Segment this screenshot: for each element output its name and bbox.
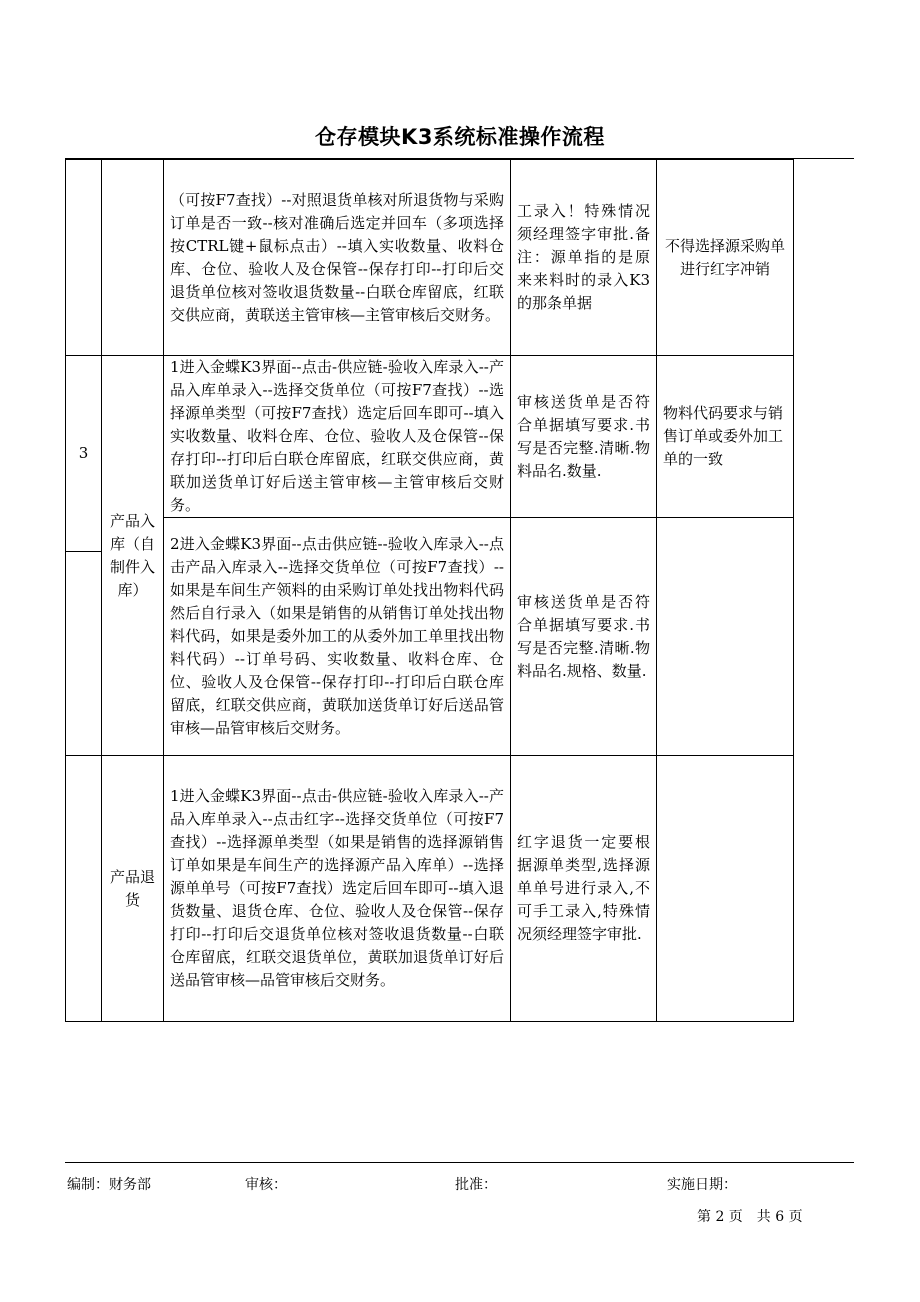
category-self-made: 产品入库（自制件入库） bbox=[102, 356, 164, 756]
table-row bbox=[66, 160, 794, 356]
table-row bbox=[66, 756, 794, 1022]
category-return: 产品退货 bbox=[102, 756, 164, 1022]
review-requirement: 审核送货单是否符合单据填写要求.书写是否完整.清晰.物料品名.规格、数量. bbox=[511, 518, 657, 756]
table-row bbox=[66, 518, 794, 552]
category-cell bbox=[102, 160, 164, 356]
page-title: 仓存模块K3系统标准操作流程 bbox=[315, 125, 605, 149]
operation-description: 2进入金蝶K3界面--点击供应链--验收入库录入--点击产品入库录入--选择交货单位（可按F7查找）--如果是车间生产领料的由采购订单处找出物料代码然后自行录入（如果是销售的从销售订单处找出物料代码，如果是委外加工的从委外加工单里找出物料代码）--订单号码、实收数量、收料仓库、仓位、验收人及仓保管--保存打印--打印后白联仓库留底，红联交供应商，黄联加送货单订好后送品管审核—品管审核后交财务。 bbox=[164, 518, 511, 756]
footer-divider bbox=[65, 1162, 854, 1163]
review-requirement: 红字退货一定要根据源单类型,选择源单单号进行录入,不可手工录入,特殊情况须经理签字审批. bbox=[511, 756, 657, 1022]
section-number-cell bbox=[66, 552, 102, 756]
remark-note: 物料代码要求与销售订单或委外加工单的一致 bbox=[657, 356, 794, 518]
footer-approver: 批准： bbox=[455, 1177, 497, 1193]
footer-reviewer: 审核： bbox=[245, 1177, 287, 1193]
section-number-cell bbox=[66, 756, 102, 1022]
section-number-cell bbox=[66, 160, 102, 356]
remark-note bbox=[657, 756, 794, 1022]
remark-note: 不得选择源采购单进行红字冲销 bbox=[657, 160, 794, 356]
operation-description: 1进入金蝶K3界面--点击-供应链-验收入库录入--产品入库单录入--点击红字--选择交货单位（可按F7查找）--选择源单类型（如果是销售的选择源销售订单如果是车间生产的选择源产品入库单）--选择源单单号（可按F7查找）选定后回车即可--填入退货数量、退货仓库、仓位、验收人及仓保管--保存打印--打印后交退货单位核对签收退货数量--白联仓库留底，红联交退货单位，黄联加退货单订好后送品管审核—品管审核后交财务。 bbox=[164, 756, 511, 1022]
operation-description: 1进入金蝶K3界面--点击-供应链-验收入库录入--产品入库单录入--选择交货单位（可按F7查找）--选择源单类型（可按F7查找）选定后回车即可--填入实收数量、收料仓库、仓位、验收人及仓保管--保存打印--打印后白联仓库留底，红联交供应商，黄联加送货单订好后送主管审核—主管审核后交财务。 bbox=[164, 356, 511, 518]
footer-effective-date: 实施日期： bbox=[667, 1177, 737, 1193]
remark-note bbox=[657, 518, 794, 756]
operation-description: （可按F7查找）--对照退货单核对所退货物与采购订单是否一致--核对准确后选定并回车（多项选择按CTRL键+鼠标点击）--填入实收数量、收料仓库、仓位、验收人及仓保管--保存打印--打印后交退货单位核对签收退货数量--白联仓库留底，红联交供应商，黄联送主管审核—主管审核后交财务。 bbox=[164, 160, 511, 356]
page-number: 第 2 页 共 6 页 bbox=[697, 1209, 803, 1225]
review-requirement: 工录入！特殊情况须经理签字审批.备注：源单指的是原来来料时的录入K3的那条单据 bbox=[511, 160, 657, 356]
procedure-table bbox=[65, 159, 794, 1022]
footer-editor: 编制：财务部 bbox=[67, 1177, 151, 1193]
table-row bbox=[66, 356, 794, 518]
section-number: 3 bbox=[66, 356, 102, 552]
review-requirement: 审核送货单是否符合单据填写要求.书写是否完整.清晰.物料品名.数量. bbox=[511, 356, 657, 518]
